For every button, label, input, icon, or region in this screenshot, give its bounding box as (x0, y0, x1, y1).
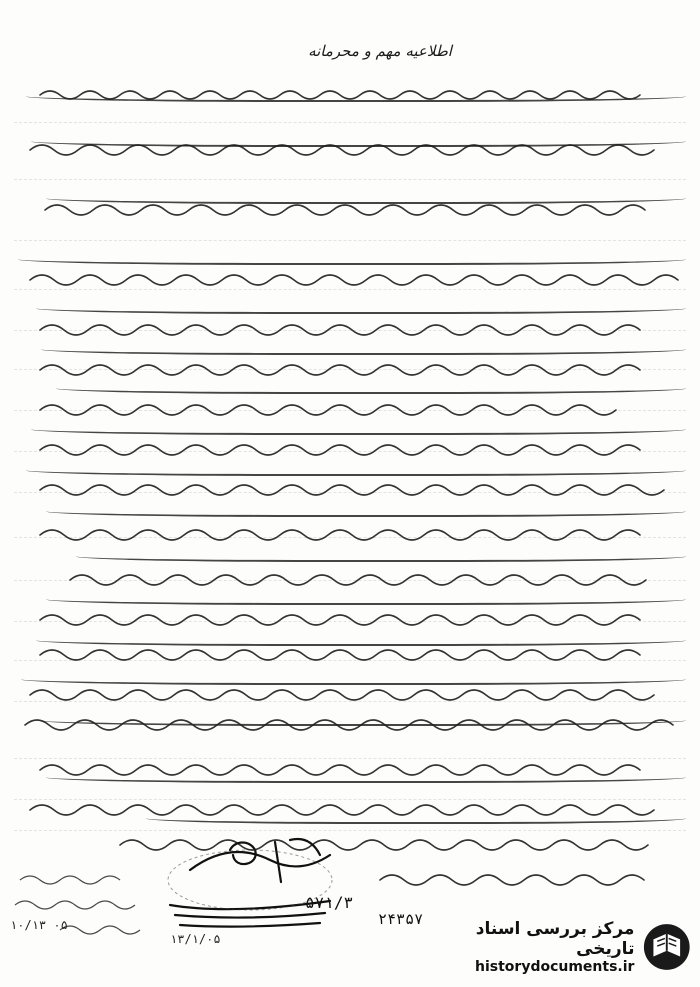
watermark (422, 915, 692, 979)
margin-note: ۱۰/۱۳ ۰۵ (10, 918, 68, 932)
document-number-secondary: ۲۴۳۵۷ (378, 910, 424, 928)
document-heading: اطلاعیه مهم و محرمانه (308, 42, 452, 60)
watermark-name: مرکز بررسی اسناد تاریخی (475, 919, 635, 959)
margin-note-date: ۱۳/۱/۰۵ (170, 932, 221, 946)
book-logo-icon (642, 921, 692, 973)
watermark-text (422, 919, 634, 975)
document-number: ۵۷۱/۳ (305, 893, 354, 912)
watermark-url: historydocuments.ir (475, 959, 635, 975)
